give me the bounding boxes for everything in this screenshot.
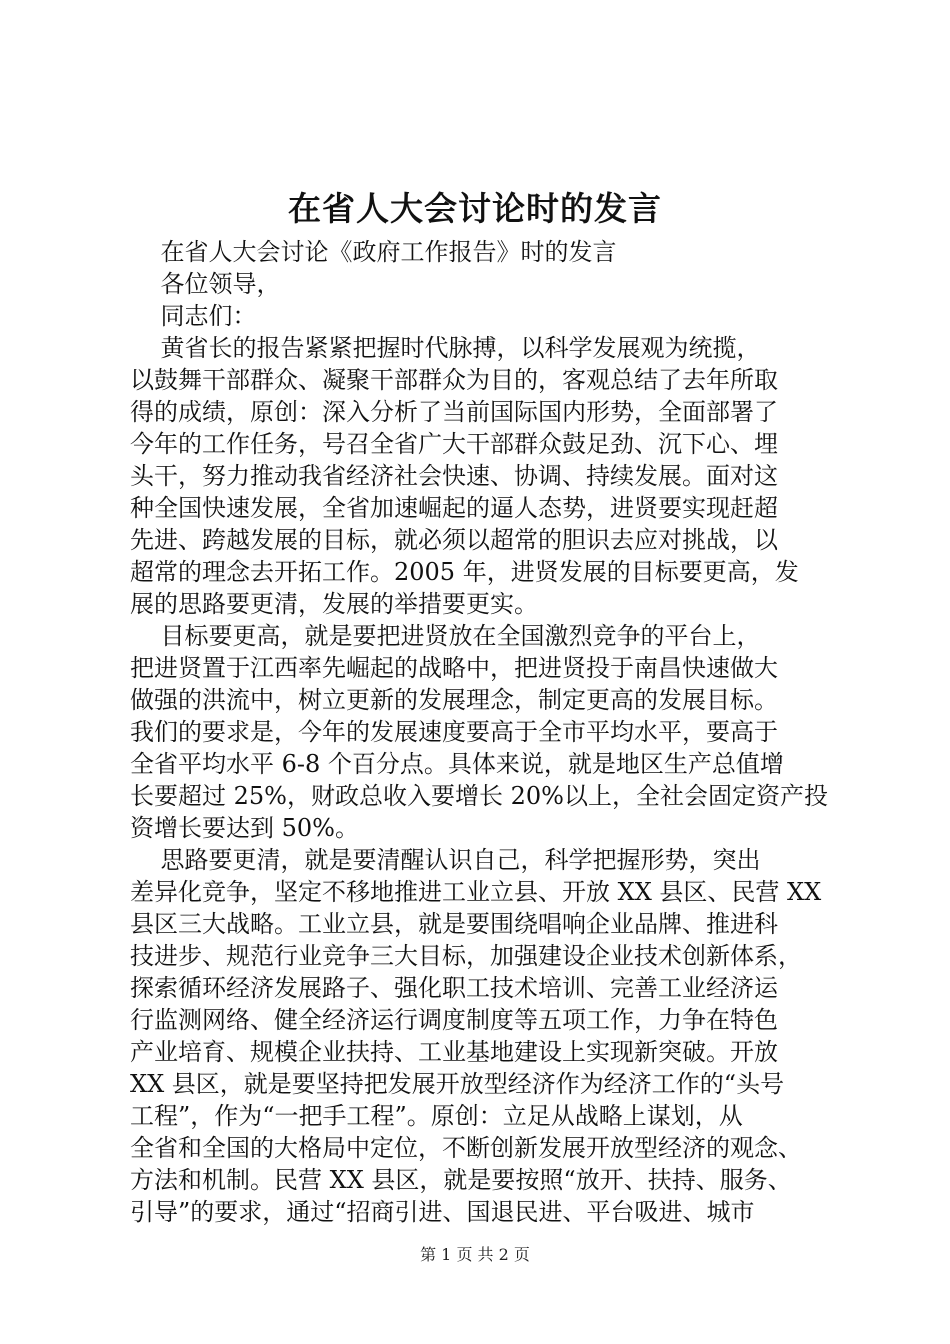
body-line: 目标要更高，就是要把进贤放在全国激烈竞争的平台上， bbox=[130, 622, 761, 650]
body-line: 各位领导， bbox=[130, 270, 281, 298]
body-line: 技进步、规范行业竞争三大目标，加强建设企业技术创新体系， bbox=[130, 942, 802, 970]
body-line: 把进贤置于江西率先崛起的战略中，把进贤投于南昌快速做大 bbox=[130, 654, 778, 682]
body-line: 长要超过 25%，财政总收入要增长 20%以上，全社会固定资产投 bbox=[130, 782, 828, 810]
page-title: 在省人大会讨论时的发言 bbox=[288, 189, 662, 228]
body-line: 探索循环经济发展路子、强化职工技术培训、完善工业经济运 bbox=[130, 974, 778, 1002]
body-line: 全省和全国的大格局中定位，不断创新发展开放型经济的观念、 bbox=[130, 1134, 802, 1162]
body-line: 种全国快速发展，全省加速崛起的逼人态势，进贤要实现赶超 bbox=[130, 494, 778, 522]
body-line: 今年的工作任务，号召全省广大干部群众鼓足劲、沉下心、埋 bbox=[130, 430, 778, 458]
body-line: 得的成绩，原创：深入分析了当前国际国内形势，全面部署了 bbox=[130, 398, 778, 426]
body-line: 超常的理念去开拓工作。2005 年，进贤发展的目标要更高，发 bbox=[130, 558, 799, 586]
body-line: 在省人大会讨论《政府工作报告》时的发言 bbox=[130, 238, 617, 266]
body-line: 引导”的要求，通过“招商引进、国退民进、平台吸进、城市 bbox=[130, 1198, 755, 1226]
body-line: 以鼓舞干部群众、凝聚干部群众为目的，客观总结了去年所取 bbox=[130, 366, 778, 394]
document-body bbox=[130, 236, 830, 1228]
body-line: 做强的洪流中，树立更新的发展理念，制定更高的发展目标。 bbox=[130, 686, 778, 714]
body-line: 差异化竞争，坚定不移地推进工业立县、开放 XX 县区、民营 XX bbox=[130, 878, 822, 906]
body-line: 行监测网络、健全经济运行调度制度等五项工作，力争在特色 bbox=[130, 1006, 778, 1034]
body-line: 先进、跨越发展的目标，就必须以超常的胆识去应对挑战，以 bbox=[130, 526, 778, 554]
body-line: 同志们： bbox=[130, 302, 257, 330]
body-line: 展的思路要更清，发展的举措要更实。 bbox=[130, 590, 538, 618]
body-line: 思路要更清，就是要清醒认识自己，科学把握形势，突出 bbox=[130, 846, 761, 874]
body-line: 我们的要求是，今年的发展速度要高于全市平均水平，要高于 bbox=[130, 718, 778, 746]
body-line: 方法和机制。民营 XX 县区，就是要按照“放开、扶持、服务、 bbox=[130, 1166, 792, 1194]
body-line: 资增长要达到 50%。 bbox=[130, 814, 359, 842]
body-line: 县区三大战略。工业立县，就是要围绕唱响企业品牌、推进科 bbox=[130, 910, 778, 938]
body-line: 产业培育、规模企业扶持、工业基地建设上实现新突破。开放 bbox=[130, 1038, 778, 1066]
body-line: 黄省长的报告紧紧把握时代脉搏，以科学发展观为统揽， bbox=[130, 334, 761, 362]
body-line: XX 县区，就是要坚持把发展开放型经济作为经济工作的“头号 bbox=[130, 1070, 785, 1098]
page-footer: 第 1 页 共 2 页 bbox=[420, 1245, 530, 1264]
body-line: 全省平均水平 6-8 个百分点。具体来说，就是地区生产总值增 bbox=[130, 750, 784, 778]
body-line: 工程”，作为“一把手工程”。原创：立足从战略上谋划，从 bbox=[130, 1102, 743, 1130]
body-line: 头干，努力推动我省经济社会快速、协调、持续发展。面对这 bbox=[130, 462, 778, 490]
